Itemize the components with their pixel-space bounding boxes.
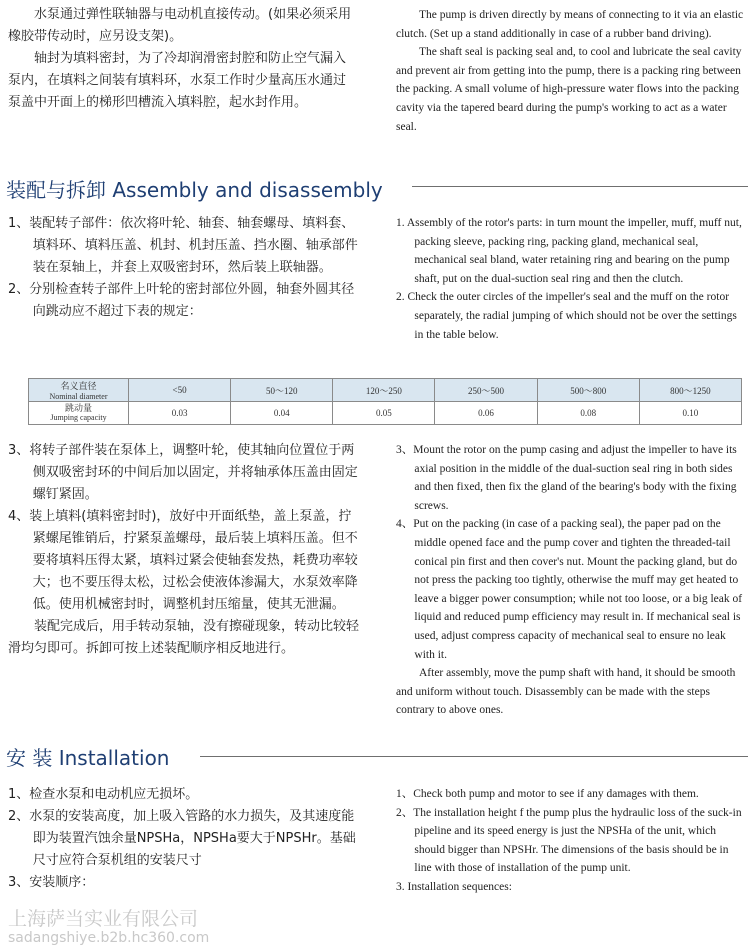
- table-cell: 0.04: [231, 402, 333, 425]
- nominal-diameter-zh: 名义直径: [60, 381, 97, 391]
- intro-en-para-2: The shaft seal is packing seal and, to cool and lubricate the seal cavity and prevent air from getting into the pump, there is a packing ring between the packing. A small volume of high-pressure water flows into the packing cavity via the tapered beard during the pump's working to act as a water seal.: [396, 46, 742, 133]
- table-cell: 50～120: [231, 379, 333, 402]
- table-cell: 500～800: [537, 379, 639, 402]
- assembly-zh-item-4: 4、装上填料(填料密封时)，放好中开面纸垫，盖上泵盖，拧紧螺尾锥销后，拧紧泵盖螺母，最后装上填料压盖。但不要将填料压得太紧，填料过紧会使轴套发热，耗费功率较大；也不要压得太松，过松会使液体渗漏大，水泵效率降低。使用机械密封时，调整机封压缩量，使其无泄漏。: [8, 509, 358, 612]
- assembly-zh-top: [8, 213, 363, 323]
- table-row-jumping: [29, 402, 742, 425]
- jumping-capacity-table: [28, 378, 742, 425]
- assembly-en-item-3: 3、Mount the rotor on the pump casing and adjust the impeller to have its axial position in the middle of the dual-suction seal ring in both sides and then fixed, then fix the gland of the bearing's body with the fixing screws.: [396, 444, 737, 512]
- assembly-en-bottom: [396, 441, 744, 720]
- table-cell: 0.03: [129, 402, 231, 425]
- intro-zh-para-1: 水泵通过弹性联轴器与电动机直接传动。(如果必须采用橡胶带传动时，应另设支架)。: [8, 7, 352, 44]
- assembly-section-rule: [412, 186, 748, 187]
- jumping-capacity-en: Jumping capacity: [50, 413, 107, 422]
- installation-zh-item-1: 1、检查水泵和电动机应无损坏。: [8, 787, 199, 802]
- watermark-company: 上海萨当实业有限公司: [8, 908, 199, 930]
- intro-zh-para-2: 轴封为填料密封，为了冷却润滑密封腔和防止空气漏入泵内，在填料之间装有填料环，水泵工作时少量高压水通过泵盖中开面上的梯形凹槽流入填料腔，起水封作用。: [8, 51, 347, 110]
- table-cell: <50: [129, 379, 231, 402]
- assembly-zh-bottom: [8, 440, 363, 660]
- table-label-jumping-capacity: [29, 402, 129, 425]
- assembly-en-item-1: 1. Assembly of the rotor's parts: in turn mount the impeller, muff, muff nut, packing sleeve, packing ring, packing gland, mechanical seal, mechanical seal bland, water retaining ring and bearing on the pump shaft, put on the dual-suction seal ring and then the clutch.: [396, 217, 742, 285]
- installation-en-item-1: 1、Check both pump and motor to see if any damages with them.: [396, 788, 699, 800]
- watermark-url: sadangshiye.b2b.hc360.com: [8, 930, 210, 946]
- table-cell: 0.08: [537, 402, 639, 425]
- table-row-diameter: [29, 379, 742, 402]
- assembly-zh-item-3: 3、将转子部件装在泵体上，调整叶轮，使其轴向位置位于两侧双吸密封环的中间后加以固定，并将轴承体压盖由固定螺钉紧固。: [8, 443, 358, 502]
- assembly-zh-after: 装配完成后，用手转动泵轴，没有擦碰现象，转动比较轻滑均匀即可。拆卸可按上述装配顺序相反地进行。: [8, 619, 360, 656]
- installation-zh: [8, 784, 363, 894]
- table-cell: 0.05: [333, 402, 435, 425]
- table-label-nominal-diameter: [29, 379, 129, 402]
- nominal-diameter-en: Nominal diameter: [49, 392, 108, 401]
- installation-en: [396, 785, 744, 897]
- assembly-zh-item-2: 2、分别检查转子部件上叶轮的密封部位外圆，轴套外圆其径向跳动应不超过下表的规定：: [8, 282, 355, 319]
- table-cell: 0.06: [435, 402, 537, 425]
- intro-en: [396, 6, 744, 136]
- jumping-capacity-zh: 跳动量: [64, 403, 92, 413]
- assembly-zh-item-1: 1、装配转子部件：依次将叶轮、轴套、轴套螺母、填料套、填料环、填料压盖、机封、机封压盖、挡水圈、轴承部件装在泵轴上，并套上双吸密封环，然后装上联轴器。: [8, 216, 358, 275]
- table-cell: 120～250: [333, 379, 435, 402]
- installation-zh-item-3: 3、安装顺序：: [8, 875, 95, 890]
- intro-en-para-1: The pump is driven directly by means of connecting to it via an elastic clutch. (Set up a stand additionally in case of a rubber band driving).: [396, 9, 744, 40]
- table-cell: 800～1250: [639, 379, 741, 402]
- assembly-en-item-2: 2. Check the outer circles of the impeller's seal and the muff on the rotor separately, the radial jumping of which should not be over the settings in the table below.: [396, 291, 737, 341]
- installation-en-item-3: 3. Installation sequences:: [396, 880, 512, 893]
- installation-en-item-2: 2、The installation height f the pump plus the hydraulic loss of the suck-in pipeline and its speed energy is just the NPSHa of the unit, which should bigger than NPSHr. The dimensions of the basis should be in line with those of installation of the pump unit.: [396, 806, 742, 875]
- installation-section-rule: [200, 756, 748, 757]
- table-cell: 0.10: [639, 402, 741, 425]
- table-cell: 250～500: [435, 379, 537, 402]
- installation-section-title: 安 装 Installation: [6, 746, 170, 770]
- assembly-en-after: After assembly, move the pump shaft with hand, it should be smooth and uniform without touch. Disassembly can be made with the steps contrary to above ones.: [396, 667, 736, 717]
- assembly-en-item-4: 4、Put on the packing (in case of a packing seal), the paper pad on the middle opened face and the pump cover and tighten the threaded-tail conical pin first and then cover's nut. Mount the packing gland, but do not press the packing too tightly, otherwise the muff may get heated to leave a bigger power consumption; while not too loose, or a big leak of liquid and reduced pump efficiency may result in. If mechanical seal is used, adjust compress capacity of mechanical seal to ensure no leak with it.: [396, 518, 743, 661]
- assembly-en-top: [396, 214, 744, 344]
- installation-zh-item-2: 2、水泵的安装高度，加上吸入管路的水力损失，及其速度能即为装置汽蚀余量NPSHa，NPSHa要大于NPSHr。基础尺寸应符合泵机组的安装尺寸: [8, 809, 356, 868]
- intro-zh: [8, 4, 358, 114]
- assembly-section-title: 装配与拆卸 Assembly and disassembly: [6, 178, 383, 202]
